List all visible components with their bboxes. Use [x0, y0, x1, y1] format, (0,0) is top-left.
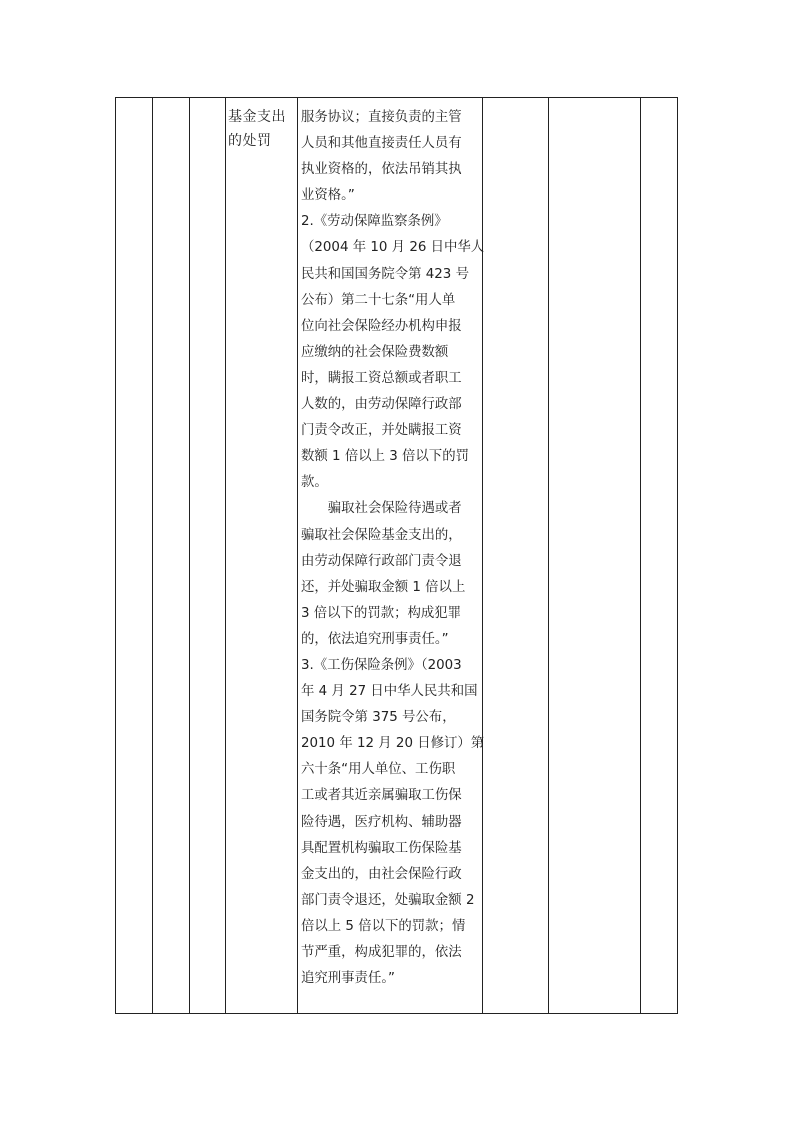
legal-basis-line: 款。 — [301, 475, 328, 491]
column-divider — [225, 98, 226, 1013]
legal-basis-line: 门责令改正，并处瞒报工资 — [301, 423, 462, 439]
legal-basis-line: 由劳动保障行政部门责令退 — [301, 553, 462, 569]
legal-basis-line: 追究刑事责任。” — [301, 971, 395, 987]
legal-basis-line: 执业资格的，依法吊销其执 — [301, 162, 462, 178]
column-divider — [152, 98, 153, 1013]
legal-basis-line: 业资格。” — [301, 188, 355, 204]
legal-basis-line: 倍以上 5 倍以下的罚款；情 — [301, 918, 466, 934]
column-divider — [482, 98, 483, 1013]
legal-basis-cell — [301, 105, 485, 992]
legal-basis-line: 部门责令退还，处骗取金额 2 — [301, 892, 475, 908]
legal-basis-line: 3.《工伤保险条例》（2003 — [301, 657, 462, 673]
item-name-cell — [228, 105, 296, 153]
legal-basis-line: （2004 年 10 月 26 日中华人 — [301, 240, 485, 256]
legal-basis-line: 数额 1 倍以上 3 倍以下的罚 — [301, 449, 469, 465]
legal-basis-line: 险待遇，医疗机构、辅助器 — [301, 814, 462, 830]
legal-basis-line: 具配置机构骗取工伤保险基 — [301, 840, 462, 856]
legal-basis-line: 服务协议；直接负责的主管 — [301, 110, 462, 125]
legal-basis-line: 3 倍以下的罚款；构成犯罪 — [301, 605, 462, 621]
column-divider — [640, 98, 641, 1013]
legal-basis-line: 金支出的，由社会保险行政 — [301, 866, 462, 882]
column-divider — [189, 98, 190, 1013]
legal-basis-line: 年 4 月 27 日中华人民共和国 — [301, 684, 478, 700]
legal-basis-line: 工或者其近亲属骗取工伤保 — [301, 788, 462, 804]
legal-basis-line: 的，依法追究刑事责任。” — [301, 631, 449, 647]
column-divider — [297, 98, 298, 1013]
legal-basis-line: 位向社会保险经办机构申报 — [301, 318, 462, 334]
column-divider — [548, 98, 549, 1013]
legal-basis-line: 节严重，构成犯罪的，依法 — [301, 945, 462, 960]
legal-basis-line: 民共和国国务院令第 423 号 — [301, 266, 469, 282]
item-name-line: 基金支出 — [228, 109, 286, 125]
legal-basis-line: 应缴纳的社会保险费数额 — [301, 344, 449, 360]
legal-basis-line: 2010 年 12 月 20 日修订）第 — [301, 736, 485, 752]
legal-basis-line: 时，瞒报工资总额或者职工 — [301, 370, 462, 386]
regulation-table — [115, 97, 678, 1014]
item-name-line: 的处罚 — [228, 133, 272, 149]
legal-basis-line: 人数的，由劳动保障行政部 — [301, 397, 462, 413]
legal-basis-line: 国务院令第 375 号公布， — [301, 710, 456, 726]
legal-basis-line: 2.《劳动保障监察条例》 — [301, 214, 448, 230]
legal-basis-line: 六十条“用人单位、工伤职 — [301, 762, 456, 778]
legal-basis-line: 人员和其他直接责任人员有 — [301, 136, 462, 152]
legal-basis-line: 还，并处骗取金额 1 倍以上 — [301, 579, 466, 595]
legal-basis-line: 骗取社会保险待遇或者 — [301, 501, 462, 517]
legal-basis-line: 公布）第二十七条“用人单 — [301, 292, 456, 308]
legal-basis-line: 骗取社会保险基金支出的， — [301, 527, 462, 543]
